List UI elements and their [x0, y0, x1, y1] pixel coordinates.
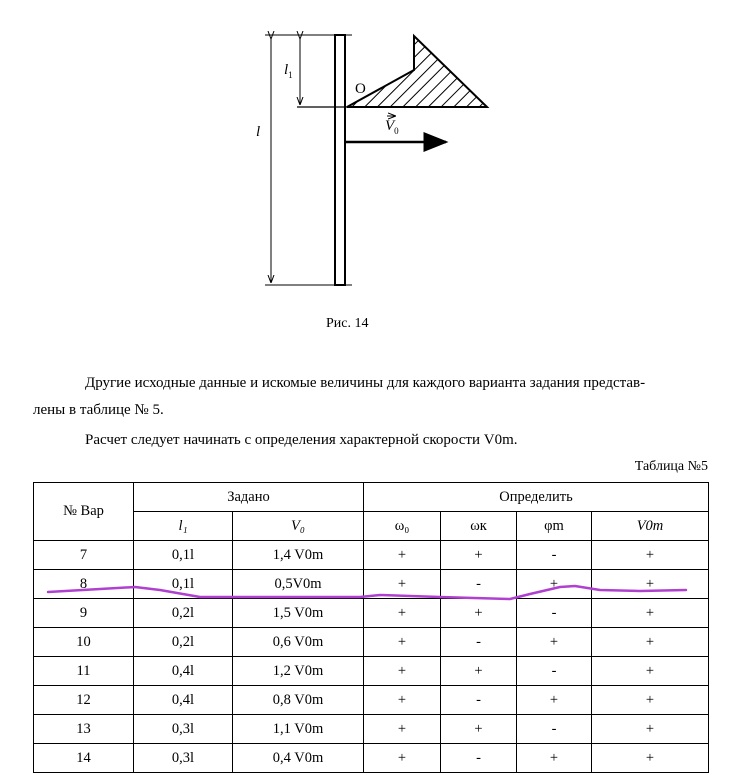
header-variant: № Вар — [34, 483, 134, 541]
cell-v0: 0,6 V0m — [233, 628, 364, 657]
cell-l1: 0,4l — [134, 657, 233, 686]
cell-wk: + — [441, 599, 517, 628]
cell-wk: + — [441, 715, 517, 744]
cell-wk: + — [441, 541, 517, 570]
col-omegak: ωк — [441, 512, 517, 541]
cell-w0: + — [364, 715, 441, 744]
cell-phi: - — [517, 715, 592, 744]
col-omega0: ω₀ — [364, 512, 441, 541]
cell-v0: 0,5V0m — [233, 570, 364, 599]
cell-v0m: + — [592, 570, 709, 599]
header-given: Задано — [134, 483, 364, 512]
figure-caption: Рис. 14 — [326, 316, 369, 331]
cell-v0m: + — [592, 657, 709, 686]
cell-v0m: + — [592, 744, 709, 773]
cell-var: 14 — [34, 744, 134, 773]
table-title: Таблица №5 — [634, 459, 708, 474]
col-l1: l₁ — [178, 517, 188, 534]
cell-l1: 0,2l — [134, 599, 233, 628]
cell-var: 13 — [34, 715, 134, 744]
cell-w0: + — [364, 541, 441, 570]
cell-var: 10 — [34, 628, 134, 657]
cell-wk: - — [441, 744, 517, 773]
cell-var: 11 — [34, 657, 134, 686]
cell-phi: + — [517, 628, 592, 657]
cell-phi: - — [517, 657, 592, 686]
paragraph-1: Другие исходные данные и искомые величины для каждого варианта задания представ- — [85, 375, 646, 391]
cell-w0: + — [364, 599, 441, 628]
cell-var: 7 — [34, 541, 134, 570]
cell-w0: + — [364, 686, 441, 715]
cell-v0m: + — [592, 686, 709, 715]
cell-phi: + — [517, 570, 592, 599]
cell-v0: 0,8 V0m — [233, 686, 364, 715]
cell-v0m: + — [592, 715, 709, 744]
paragraph-2: лены в таблице № 5. — [33, 402, 164, 418]
cell-l1: 0,4l — [134, 686, 233, 715]
col-v0m: V0m — [636, 517, 664, 534]
cell-phi: + — [517, 686, 592, 715]
cell-wk: - — [441, 686, 517, 715]
cell-w0: + — [364, 570, 441, 599]
label-o: O — [355, 81, 366, 97]
cell-wk: - — [441, 628, 517, 657]
label-v0-sub: 0 — [394, 126, 399, 136]
header-determine: Определить — [364, 483, 709, 512]
cell-w0: + — [364, 628, 441, 657]
cell-w0: + — [364, 657, 441, 686]
cell-wk: + — [441, 657, 517, 686]
cell-l1: 0,2l — [134, 628, 233, 657]
cell-phi: - — [517, 541, 592, 570]
cell-v0: 1,4 V0m — [233, 541, 364, 570]
cell-v0m: + — [592, 628, 709, 657]
cell-phi: + — [517, 744, 592, 773]
cell-v0: 1,5 V0m — [233, 599, 364, 628]
cell-w0: + — [364, 744, 441, 773]
label-v0: V — [385, 118, 395, 134]
paragraph-3: Расчет следует начинать с определения характерной скорости V0m. — [85, 432, 518, 448]
cell-v0m: + — [592, 541, 709, 570]
cell-l1: 0,3l — [134, 715, 233, 744]
col-phim: φm — [517, 512, 592, 541]
cell-l1: 0,1l — [134, 541, 233, 570]
cell-v0: 1,2 V0m — [233, 657, 364, 686]
cell-phi: - — [517, 599, 592, 628]
cell-l1: 0,3l — [134, 744, 233, 773]
label-l1: l — [284, 62, 289, 78]
label-l: l — [256, 124, 261, 140]
cell-var: 12 — [34, 686, 134, 715]
cell-var: 9 — [34, 599, 134, 628]
label-l1-sub: 1 — [288, 70, 293, 80]
col-v0: V₀ — [291, 517, 305, 534]
cell-v0m: + — [592, 599, 709, 628]
cell-wk: - — [441, 570, 517, 599]
cell-l1: 0,1l — [134, 570, 233, 599]
cell-v0: 1,1 V0m — [233, 715, 364, 744]
cell-v0: 0,4 V0m — [233, 744, 364, 773]
cell-var: 8 — [34, 570, 134, 599]
